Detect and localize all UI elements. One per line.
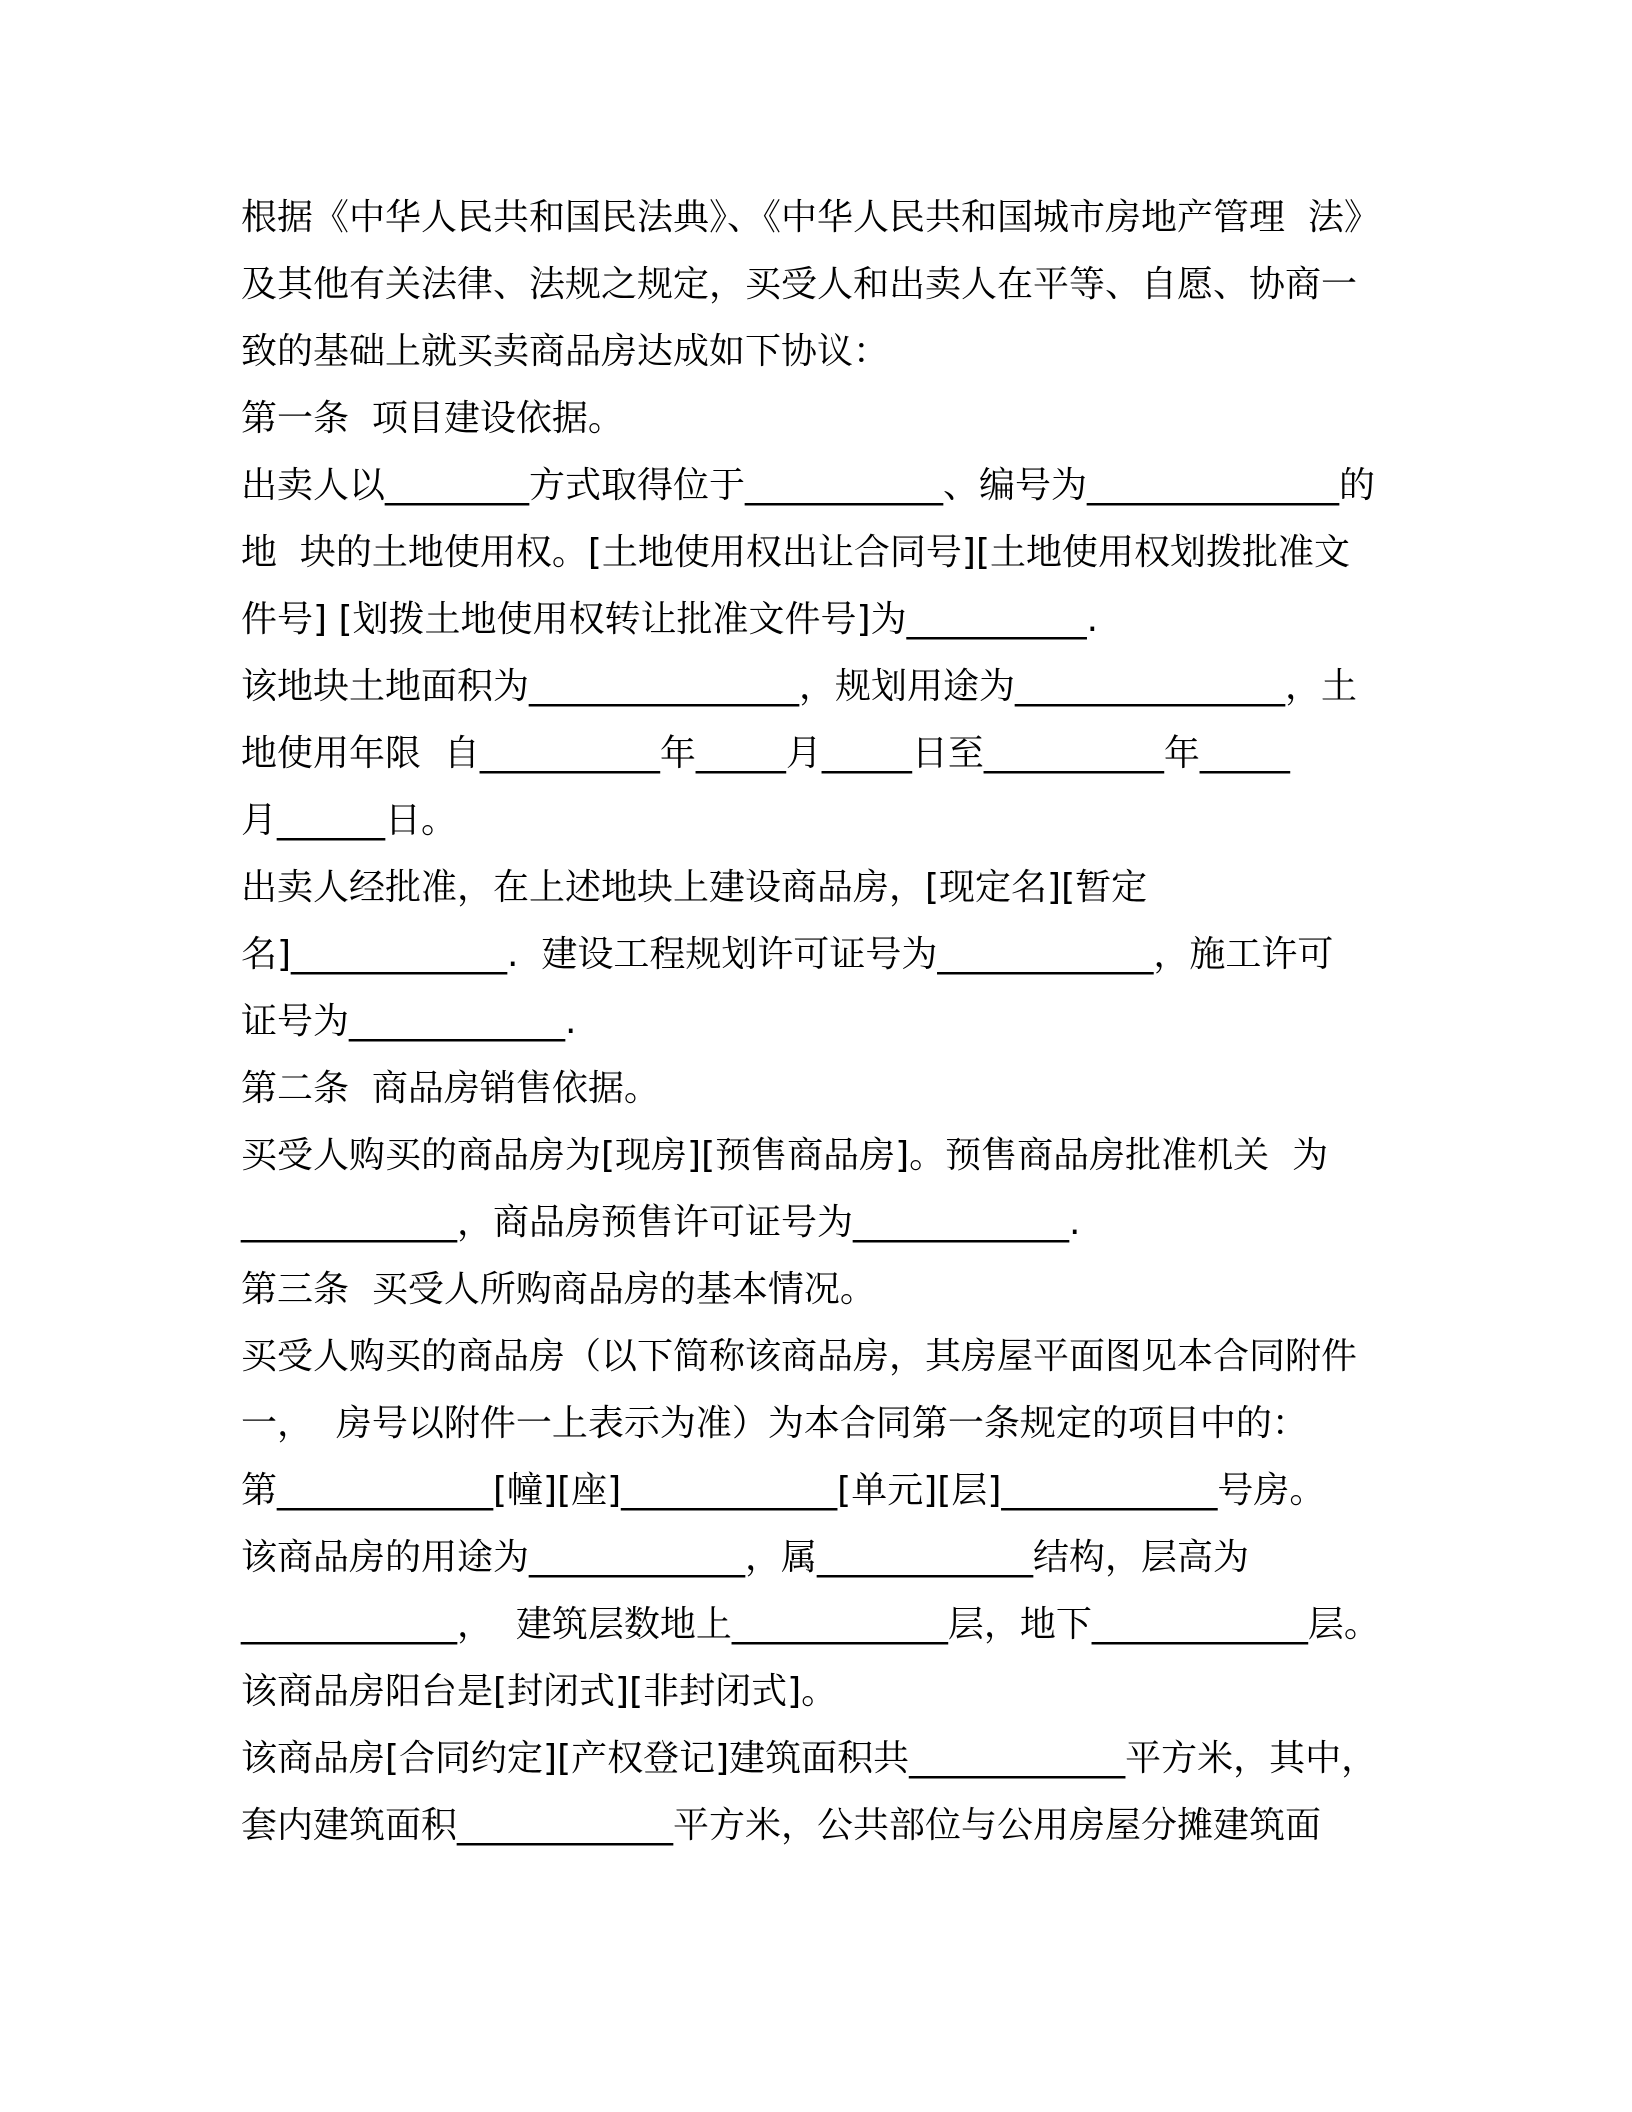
text-line: 该商品房[合同约定][产权登记]建筑面积共____________平方米，其中，	[241, 1738, 1378, 1779]
text-line: 月______日。	[241, 800, 458, 841]
text-line: 及其他有关法律、法规之规定，买受人和出卖人在平等、自愿、协商一	[241, 264, 1358, 305]
text-line: 该地块土地面积为_______________，规划用途为_______________，土	[241, 666, 1358, 707]
text-line: 第____________[幢][座]____________[单元][层]____________号房。	[241, 1470, 1326, 1511]
text-line: 出卖人经批准，在上述地块上建设商品房，[现定名][暂定	[241, 867, 1148, 908]
text-line: ____________，商品房预售许可证号为____________.	[241, 1202, 1081, 1243]
article-heading: 第二条 商品房销售依据。	[241, 1068, 660, 1109]
text-line: 出卖人以________方式取得位于___________、编号为______________的	[241, 465, 1376, 506]
text-line: 套内建筑面积____________平方米，公共部位与公用房屋分摊建筑面	[241, 1805, 1322, 1846]
text-line: 买受人购买的商品房（以下简称该商品房，其房屋平面图见本合同附件	[241, 1336, 1358, 1377]
text-line: 该商品房阳台是[封闭式][非封闭式]。	[241, 1671, 838, 1712]
text-line: 证号为____________.	[241, 1001, 577, 1042]
text-line: 名]____________. 建设工程规划许可证号为____________，施工许可	[241, 934, 1334, 975]
text-line: 地使用年限 自__________年_____月_____日至__________年_____	[241, 733, 1290, 774]
text-line: 根据《中华人民共和国民法典》、《中华人民共和国城市房地产管理 法》	[241, 197, 1380, 238]
article-heading: 第一条 项目建设依据。	[241, 398, 624, 439]
article-heading: 第三条 买受人所购商品房的基本情况。	[241, 1269, 876, 1310]
text-line: 买受人购买的商品房为[现房][预售商品房]。预售商品房批准机关 为	[241, 1135, 1329, 1176]
contract-text	[241, 184, 1401, 1859]
text-line: 一， 房号以附件一上表示为准）为本合同第一条规定的项目中的：	[241, 1403, 1308, 1444]
text-line: 致的基础上就买卖商品房达成如下协议：	[241, 331, 890, 372]
text-line: 件号] [划拨土地使用权转让批准文件号]为__________.	[241, 599, 1099, 640]
text-line: 地 块的土地使用权。[土地使用权出让合同号][土地使用权划拨批准文	[241, 532, 1351, 573]
text-line: ____________， 建筑层数地上____________层，地下____________层。	[241, 1604, 1380, 1645]
text-line: 该商品房的用途为____________，属____________结构，层高为	[241, 1537, 1250, 1578]
